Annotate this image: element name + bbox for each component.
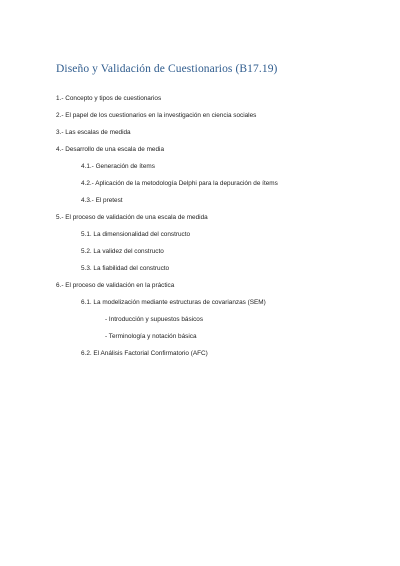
toc-item: 6.- El proceso de validación en la práctica: [56, 282, 175, 289]
toc-item: 3.- Las escalas de medida: [56, 129, 131, 136]
toc-subitem: 4.2.- Aplicación de la metodología Delphi para la depuración de ítems: [81, 180, 278, 187]
toc-item: 2.- El papel de los cuestionarios en la investigación en ciencia sociales: [56, 112, 257, 119]
toc-item: 1.- Concepto y tipos de cuestionarios: [56, 95, 162, 102]
toc-subitem: 6.2. El Análisis Factorial Confirmatorio (AFC): [81, 350, 208, 357]
toc-item: 4.- Desarrollo de una escala de media: [56, 146, 164, 153]
toc-subitem: 4.3.- El pretest: [81, 197, 123, 204]
toc-subitem: 5.3. La fiabilidad del constructo: [81, 265, 170, 272]
toc-subitem: 5.2. La validez del constructo: [81, 248, 164, 255]
document-title: Diseño y Validación de Cuestionarios (B17.19): [56, 63, 278, 75]
toc-subitem: 6.1. La modelización mediante estructuras de covarianzas (SEM): [81, 299, 266, 306]
toc-subitem: 5.1. La dimensionalidad del constructo: [81, 231, 191, 238]
toc-subitem: 4.1.- Generación de ítems: [81, 163, 155, 170]
toc-subsubitem: - Terminología y notación básica: [105, 333, 197, 340]
toc-item: 5.- El proceso de validación de una escala de medida: [56, 214, 208, 221]
toc-subsubitem: - Introducción y supuestos básicos: [105, 316, 204, 323]
